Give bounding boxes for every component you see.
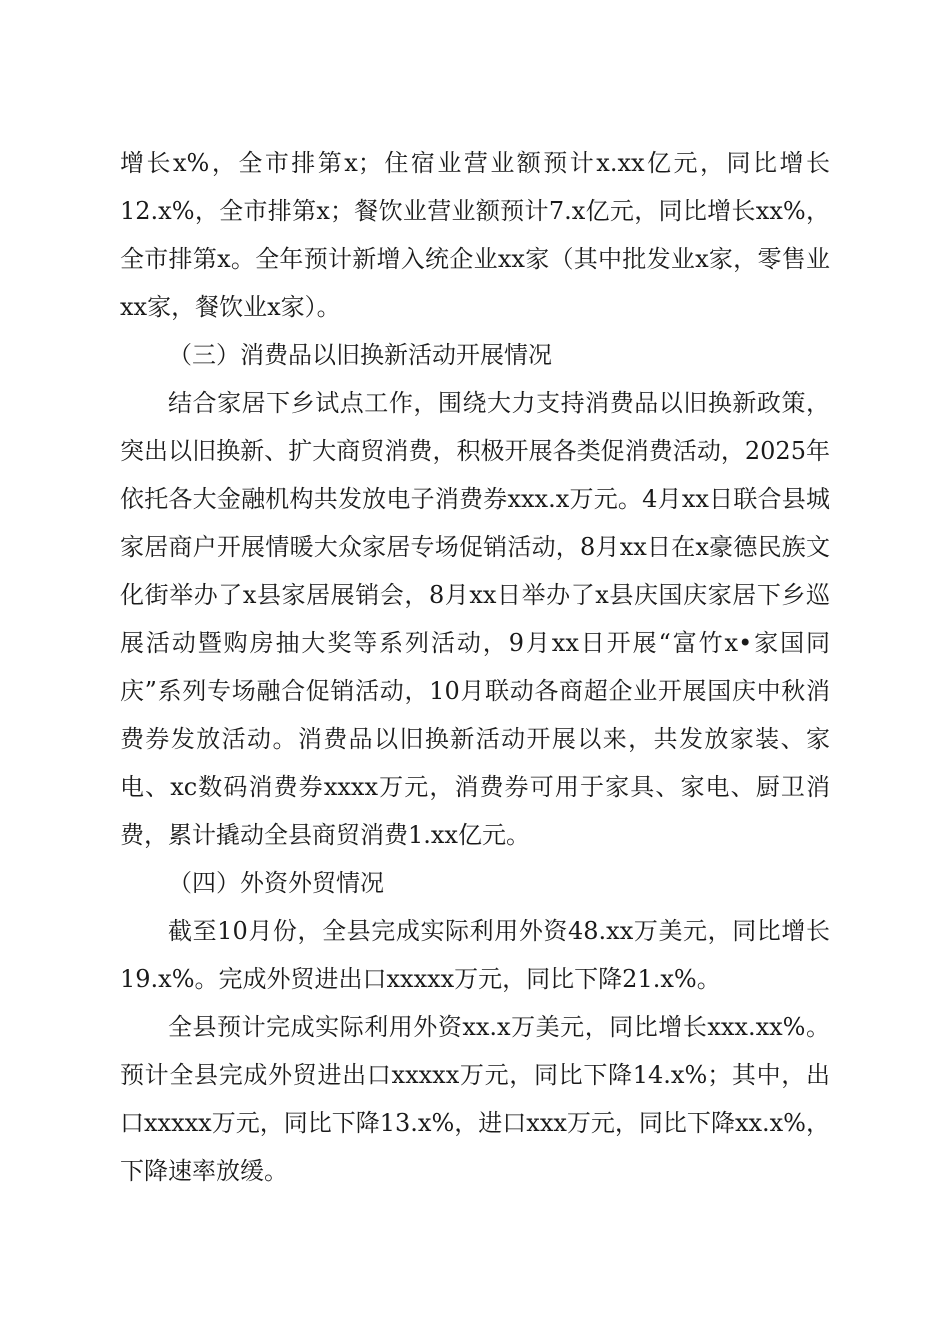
section-heading-trade-in: （三）消费品以旧换新活动开展情况 (168, 341, 552, 369)
paragraph-foreign-investment-october: 截至10月份，全县完成实际利用外资48.xx万美元，同比增长19.x%。完成外贸进出口xxxxx万元，同比下降21.x%。 (120, 917, 830, 993)
section-heading-foreign-trade: （四）外资外贸情况 (168, 869, 384, 897)
paragraph-trade-in-activities: 结合家居下乡试点工作，围绕大力支持消费品以旧换新政策，突出以旧换新、扩大商贸消费，积极开展各类促消费活动，2025年依托各大金融机构共发放电子消费券xxx.x万元。4月xx日联合县城家居商户开展情暖大众家居专场促销活动，8月xx日在x豪德民族文化街举办了x县家居展销会，8月xx日举办了x县庆国庆家居下乡巡展活动暨购房抽大奖等系列活动，9月xx日开展“富竹x•家国同庆”系列专场融合促销活动，10月联动各商超企业开展国庆中秋消费券发放活动。消费品以旧换新活动开展以来，共发放家装、家电、xc数码消费券xxxx万元，消费券可用于家具、家电、厨卫消费，累计撬动全县商贸消费1.xx亿元。 (120, 389, 830, 849)
paragraph-retail-statistics: 增长x%，全市排第x；住宿业营业额预计x.xx亿元，同比增长12.x%，全市排第x；餐饮业营业额预计7.x亿元，同比增长xx%，全市排第x。全年预计新增入统企业xx家（其中批发业x家，零售业xx家，餐饮业x家）。 (120, 149, 830, 321)
paragraph-foreign-trade-forecast: 全县预计完成实际利用外资xx.x万美元，同比增长xxx.xx%。预计全县完成外贸进出口xxxxx万元，同比下降14.x%；其中，出口xxxxx万元，同比下降13.x%，进口xxx万元，同比下降xx.x%，下降速率放缓。 (120, 1013, 830, 1185)
document-body (120, 139, 830, 1195)
